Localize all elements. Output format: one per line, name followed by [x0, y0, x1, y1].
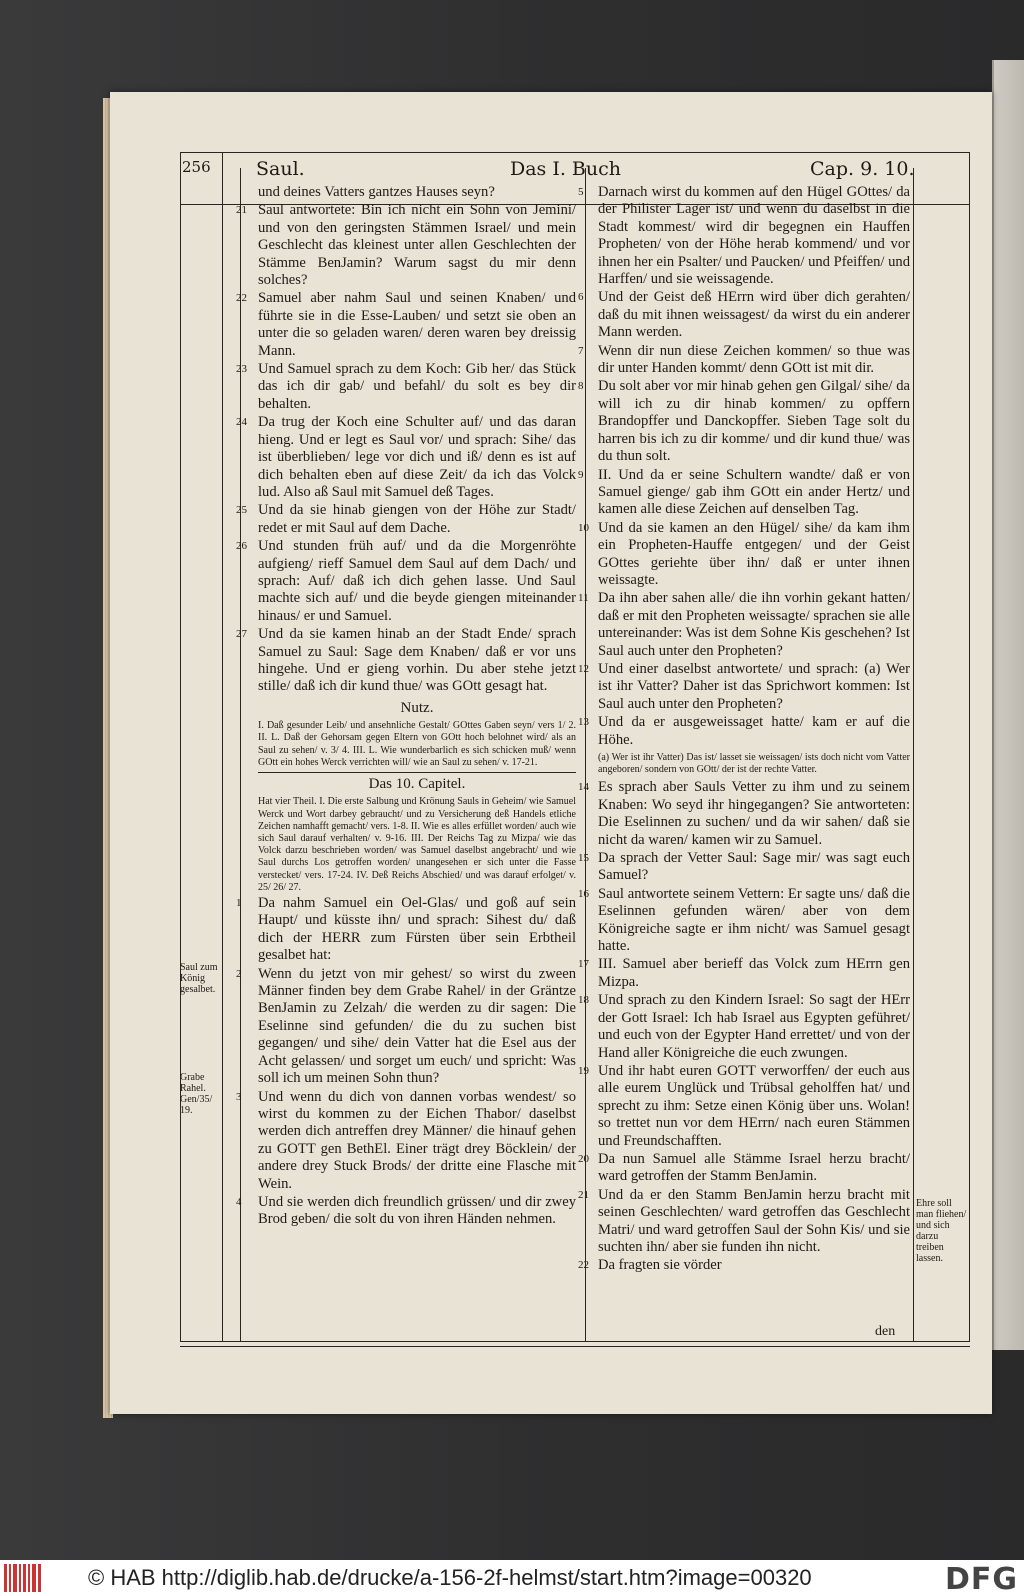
- ch10-verse-1: [236, 895, 576, 965]
- margin-note-anointing: Saul zum König gesalbet.: [180, 962, 218, 995]
- book-page: [110, 92, 992, 1414]
- verse-8: [578, 378, 910, 465]
- verse-number: 25: [236, 504, 247, 517]
- verse-text: Da nahm Samuel ein Oel-Glas/ und goß auf sein Haupt/ und küsste ihn/ und sprach: Sihest du/ daß dich der HERR zum Fürsten über sein Erbtheil gesalbet hat:: [258, 895, 576, 964]
- verse-text: Und einer daselbst antwortete/ und sprach: (a) Wer ist ihr Vatter? Daher ist das Sprichwort kommen: Ist Saul auch unter den Propheten?: [598, 660, 910, 712]
- verse-number: 9: [578, 468, 584, 481]
- verse-number: 14: [578, 781, 589, 794]
- verse-number: 26: [236, 540, 247, 553]
- column-rule-right: [913, 168, 914, 1342]
- verse-27: [236, 626, 576, 696]
- verse-12: [578, 660, 910, 713]
- verse-number: 19: [578, 1064, 589, 1077]
- running-head-right: Cap. 9. 10.: [810, 158, 915, 180]
- verse-number: 12: [578, 662, 589, 675]
- verse-number: 16: [578, 887, 589, 900]
- ch10-verse-2: [236, 965, 576, 1088]
- margin-rule-left: [222, 152, 223, 1342]
- verse-21: [578, 1186, 910, 1257]
- verse-text: Samuel aber nahm Saul und seinen Knaben/ und führte sie in die Esse-Lauben/ und setzt sie oben an unter die so geladen waren/ deren waren bey dreissig Mann.: [258, 290, 576, 359]
- verse-22: [236, 290, 576, 360]
- ch10-verse-4: [236, 1193, 576, 1229]
- verse-text: Und sprach zu den Kindern Israel: So sagt der HErr der Gott Israel: Ich hab Israel aus Egypten geführet/ und euch von der Egypter Hand errettet/ und von der Hand aller Königreiche die euch zwungen.: [598, 992, 910, 1061]
- verse-number: 18: [578, 994, 589, 1007]
- verse-number: 21: [578, 1188, 589, 1201]
- verse-continuation: und deines Vatters gantzes Hauses seyn?: [258, 184, 495, 200]
- verse-text: Da fragten sie vörder: [598, 1257, 722, 1274]
- verse-text: III. Samuel aber berieff das Volck zum HErrn gen Mizpa.: [598, 956, 910, 990]
- verse-text: Wenn du jetzt von mir gehest/ so wirst du zween Männer finden bey dem Grabe Rahel/ in der Gräntze BenJamin zu Zelzah/ die werden zu dir sagen: Die Eselinne sind gefunden/ die du zu suchen bist gegangen/ und sihe/ dein Vatter hat die Esel aus der Acht gelassen/ und sorget um euch/ und spricht: Was soll ich um meinen Sohn thun?: [258, 965, 576, 1087]
- verse-18: [578, 992, 910, 1062]
- verse-20: [578, 1150, 910, 1186]
- verse-number: 13: [578, 716, 589, 729]
- verse-text: Da ihn aber sahen alle/ die ihn vorhin gekant hatten/ daß er mit den Propheten weissagte/ sprachen sie alle untereinander: Was ist dem Sohne Kis geschehen? Ist Saul auch unter den Propheten?: [598, 590, 910, 659]
- verse-number: 24: [236, 416, 247, 429]
- verse-text: Da sprach der Vetter Saul: Sage mir/ was sagt euch Samuel?: [598, 850, 910, 884]
- verse-number: 20: [578, 1152, 589, 1165]
- verse-15: [578, 850, 910, 885]
- verse-number: 23: [236, 363, 247, 376]
- verse-9: [578, 466, 910, 519]
- verse-text: Da nun Samuel alle Stämme Israel herzu bracht/ ward getroffen der Stamm BenJamin.: [598, 1150, 910, 1185]
- running-head-center: Das I. Buch: [510, 158, 622, 180]
- library-logo-icon: [4, 1564, 50, 1592]
- verse-text: Und da er den Stamm BenJamin herzu bracht mit seinen Geschlechten/ ward getroffen das Geschlecht Matri/ und ward getroffen Saul der Sohn Kis/ und sie suchten ihn/ aber sie funden ihn nicht.: [598, 1186, 910, 1255]
- margin-note-rachel-grave: Grabe Rahel. Gen/35/ 19.: [180, 1072, 213, 1116]
- verse-13: [578, 714, 910, 749]
- verse-text: Und da sie hinab giengen von der Höhe zur Stadt/ redet er mit Saul auf dem Dache.: [258, 502, 576, 536]
- verse-19: [578, 1062, 910, 1150]
- facing-page-edge: [992, 60, 1024, 1350]
- catchword: den: [875, 1324, 896, 1339]
- verse-text: Da trug der Koch eine Schulter auf/ und das daran hieng. Und er legt es Saul vor/ und sprach: Sihe/ das ist überblieben/ lege vor dich und iß/ denn es ist auf dich behalten eben auf diese Zeit/ da ich das Volck lud. Also aß Saul mit Samuel deß Tages.: [258, 414, 576, 500]
- verse-23: [236, 361, 576, 413]
- verse-text: II. Und da er seine Schultern wandte/ daß er von Samuel gienge/ gab ihm GOtt ein ander Hertz/ und kamen alle diese Zeichen auf denselben Tag.: [598, 466, 910, 518]
- verse-text: Und Samuel sprach zu dem Koch: Gib her/ das Stück das ich dir gab/ und befahl/ du solt es bey dir behalten.: [258, 361, 576, 412]
- verse-number: 15: [578, 852, 589, 865]
- verse-17: [578, 956, 910, 991]
- nutz-text: I. Daß gesunder Leib/ und ansehnliche Gestalt/ GOttes Gaben seyn/ vers 1/ 2. II. L. Daß der Gehorsam gegen Eltern von GOtt hoch belohnet wird/ als an Saul zu sehen/ v. 3/ 4. III. L. Wie wunderbarlich es sich schicken muß/ wenn GOtt ein hohes Werck verrichten will/ wie an Saul zu sehen/ v. 17-21.: [258, 720, 576, 768]
- verse-25: [236, 502, 576, 537]
- ch10-verse-3: [236, 1088, 576, 1193]
- footer-bar: [0, 1560, 1024, 1596]
- verse-text: Und da sie kamen an den Hügel/ sihe/ da kam ihm ein Propheten-Hauffe entgegen/ und der Geist GOttes geriehte über ihn/ daß er unter ihnen weissagte.: [598, 519, 910, 588]
- verse-24: [236, 414, 576, 501]
- verse-text: Und stunden früh auf/ und da die Morgenröhte aufgieng/ rieff Samuel dem Saul auf dem Dach/ und sprach: Auf/ daß ich dich gehen lasse. Und Saul machte sich auf/ und die beyde giengen miteinander hinaus/ er und Samuel.: [258, 538, 576, 624]
- verse-11: [578, 590, 910, 660]
- verse-text: Es sprach aber Sauls Vetter zu ihm und zu seinem Knaben: Wo seyd ihr hingegangen? Sie antworteten: Die Eselinnen zu suchen/ und da wir sahen/ daß sie nicht da waren/ kamen wir zu Samuel.: [598, 779, 910, 848]
- verse-number: 10: [578, 521, 589, 534]
- verse-text: Und da er ausgeweissaget hatte/ kam er auf die Höhe.: [598, 714, 910, 748]
- footnote: (a) Wer ist ihr Vatter) Das ist/ lasset sie weissagen/ ists doch nicht vom Vatter angeboren/ sondern von GOtt/ der ist der rechte Vatter.: [598, 752, 910, 776]
- verse-text: Und wenn du dich von dannen vorbas wendest/ so wirst du kommen zu der Eichen Thabor/ daselbst werden dich antreffen drey Männer/ die hinauf gehen zu GOTT gen BethEl. Einer trägt drey Böcklein/ der andere drey Stuck Brods/ der dritte eine Flasche mit Wein.: [258, 1088, 576, 1192]
- page-number: 256: [182, 158, 211, 176]
- bottom-rule: [180, 1346, 970, 1347]
- nutz-heading: Nutz.: [400, 699, 434, 716]
- verse-text: Saul antwortete seinem Vettern: Er sagte uns/ daß die Eselinnen gefunden wären/ aber von dem Königreiche sagte er ihm nicht/ was Samuel gesagt hatte.: [598, 885, 910, 955]
- verse-text: Wenn dir nun diese Zeichen kommen/ so thue was dir unter Handen kommt/ denn GOtt ist mit dir.: [598, 342, 910, 377]
- verse-text: Du solt aber vor mir hinab gehen gen Gilgal/ sihe/ da will ich zu dir hinab kommen/ zu opffern Brandopffer und Danckopffer. Sieben Tage solt du harren bis ich zu dir komme/ und dir kund thue/ was du thun solt.: [598, 378, 910, 465]
- column-rule-left: [240, 168, 241, 1342]
- verse-number: 27: [236, 628, 247, 641]
- verse-number: 22: [236, 292, 247, 305]
- verse-number: 2: [236, 967, 242, 980]
- verse-number: 5: [578, 186, 584, 198]
- copyright-url[interactable]: © HAB http://diglib.hab.de/drucke/a-156-2f-helmst/start.htm?image=00320: [88, 1565, 812, 1590]
- margin-note-honour: Ehre soll man fliehen/ und sich darzu treiben lassen.: [916, 1198, 967, 1264]
- verse-number: 8: [578, 380, 584, 393]
- verse-text: Saul antwortete: Bin ich nicht ein Sohn von Jemini/ und von den geringsten Stämmen Israel/ und mein Geschlecht das kleinest unter allen Geschlechten der Stämme BenJamin? Warum sagst du mir denn solches?: [258, 202, 576, 289]
- chapter-heading: Das 10. Capitel.: [258, 772, 576, 793]
- verse-number: 1: [236, 897, 242, 910]
- verse-number: 3: [236, 1090, 242, 1103]
- left-text-column: [236, 184, 576, 1230]
- chapter-summary: Hat vier Theil. I. Die erste Salbung und Krönung Sauls in Geheim/ wie Samuel Werck und Wort darbey gebraucht/ und zu Versicherung deß Handels etliche Zeichen namhafft gemacht/ vers. 1-8. II. Wie es alles erfüllet worden/ auch wie sich Saul darauf verhalten/ v. 9-16. III. Der Reichs Tag zu Mizpa/ wie das Volck darzu beschrieben worden/ was Samuel daselbst angebracht/ und wie Saul durchs Los getroffen worden/ unangesehen er sich unter die Fasse verstecket/ vers. 17-24. IV. Deß Reichs Abschied/ und was darauf erfolget/ v. 25/ 26/ 27.: [258, 796, 576, 893]
- verse-number: 6: [578, 291, 584, 304]
- verse-number: 21: [236, 204, 247, 217]
- verse-21: [236, 202, 576, 289]
- verse-text: Und sie werden dich freundlich grüssen/ und dir zwey Brod geben/ die solt du von ihren Händen nehmen.: [258, 1193, 576, 1228]
- verse-number: 4: [236, 1195, 242, 1208]
- verse-text: Darnach wirst du kommen auf den Hügel GOttes/ da der Philister Lager ist/ und wenn du daselbst in die Stadt kommest/ wird dir begegnen ein Hauffen Propheten/ von der Höhe herab kommend/ und vor ihnen her ein Psalter/ und Paucken/ und Pfeiffen/ und Harffen/ und sie weissagende.: [598, 184, 910, 288]
- verse-10: [578, 519, 910, 590]
- verse-16: [578, 885, 910, 956]
- verse-number: 17: [578, 958, 589, 971]
- verse-number: 22: [578, 1259, 589, 1272]
- verse-5: [578, 184, 910, 288]
- right-text-column: [578, 184, 910, 1276]
- verse-6: [578, 289, 910, 341]
- verse-number: 7: [578, 344, 584, 357]
- verse-text: Und da sie kamen hinab an der Stadt Ende/ sprach Samuel zu Saul: Sage dem Knaben/ daß er vor uns hingehe. Und er gieng vorhin. Du aber stehe jetzt stille/ daß ich dir kund thue/ was GOtt gesagt hat.: [258, 626, 576, 695]
- verse-14: [578, 779, 910, 849]
- dfg-logo: DFG: [944, 1562, 1018, 1596]
- running-head-left: Saul.: [256, 158, 305, 180]
- verse-7: [578, 342, 910, 378]
- verse-text: Und der Geist deß HErrn wird über dich gerahten/ daß du mit ihnen weissagest/ da wirst du ein anderer Mann werden.: [598, 289, 910, 341]
- verse-26: [236, 538, 576, 625]
- verse-number: 11: [578, 592, 589, 605]
- verse-22: [578, 1257, 910, 1274]
- verse-text: Und ihr habt euren GOTT verworffen/ der euch aus alle eurem Unglück und Trübsal geholffen hat/ und sprecht zu ihm: Setze einen König über uns. Wolan! so trettet nun vor dem HErrn/ nach euren Stämmen und Freundschafften.: [598, 1062, 910, 1149]
